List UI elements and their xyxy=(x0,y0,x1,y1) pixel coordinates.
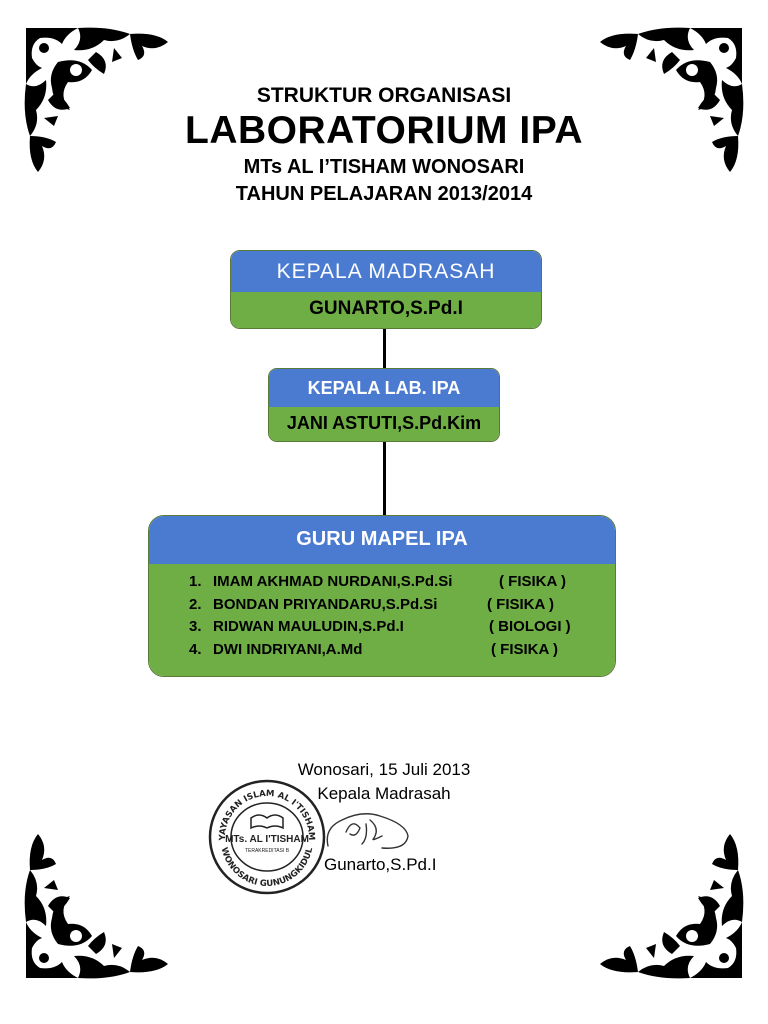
guru-mapel-box xyxy=(148,515,616,677)
title-line-3: MTs AL I’TISHAM WONOSARI xyxy=(243,156,525,178)
handwritten-signature xyxy=(322,798,414,858)
teacher-subject: ( FISIKA ) xyxy=(487,595,554,613)
kepala-lab-box xyxy=(268,368,500,442)
kepala-lab-title: KEPALA LAB. IPA xyxy=(269,369,499,407)
teacher-name: BONDAN PRIYANDARU,S.Pd.Si xyxy=(213,595,438,613)
school-stamp xyxy=(207,778,327,896)
connector-line-2 xyxy=(383,442,386,516)
teacher-subject: ( FISIKA ) xyxy=(499,573,566,590)
stamp-ring-bottom: WONOSARI GUNUNGKIDUL xyxy=(218,846,316,890)
teacher-row xyxy=(189,639,615,662)
teacher-subject: ( FISIKA ) xyxy=(491,640,558,658)
teacher-row xyxy=(189,594,615,617)
teacher-number: 1. xyxy=(189,573,202,590)
teacher-name: IMAM AKHMAD NURDANI,S.Pd.Si xyxy=(213,573,453,590)
guru-mapel-list xyxy=(149,564,615,677)
corner-ornament-bottom-right xyxy=(594,834,750,984)
stamp-sub: TERAKREDITASI B xyxy=(244,848,290,854)
signature-place-date: Wonosari, 15 Juli 2013 xyxy=(297,760,471,779)
signature-name: Gunarto,S.Pd.I xyxy=(324,855,437,874)
stamp-ring-top: YAYASAN ISLAM AL I'TISHAM xyxy=(217,788,317,841)
corner-ornament-bottom-left xyxy=(18,834,174,984)
title-line-4: TAHUN PELAJARAN 2013/2014 xyxy=(235,183,533,205)
kepala-lab-name: JANI ASTUTI,S.Pd.Kim xyxy=(269,407,499,442)
signature-role: Kepala Madrasah xyxy=(317,784,451,803)
teacher-number: 3. xyxy=(189,618,202,635)
teacher-number: 2. xyxy=(189,595,202,613)
guru-mapel-title: GURU MAPEL IPA xyxy=(149,516,615,564)
kepala-madrasah-name: GUNARTO,S.Pd.I xyxy=(231,292,541,329)
teacher-name: RIDWAN MAULUDIN,S.Pd.I xyxy=(213,618,404,635)
teacher-number: 4. xyxy=(189,640,202,658)
teacher-row xyxy=(189,616,615,639)
teacher-subject: ( BIOLOGI ) xyxy=(489,618,571,635)
teacher-row xyxy=(189,571,615,594)
title-line-1: STRUKTUR ORGANISASI xyxy=(256,84,512,107)
kepala-madrasah-title: KEPALA MADRASAH xyxy=(231,251,541,292)
connector-line-1 xyxy=(383,329,386,369)
kepala-madrasah-box xyxy=(230,250,542,329)
title-line-2: LABORATORIUM IPA xyxy=(185,109,583,152)
teacher-name: DWI INDRIYANI,A.Md xyxy=(213,640,363,658)
stamp-center: MTs. AL I'TISHAM xyxy=(225,834,309,845)
